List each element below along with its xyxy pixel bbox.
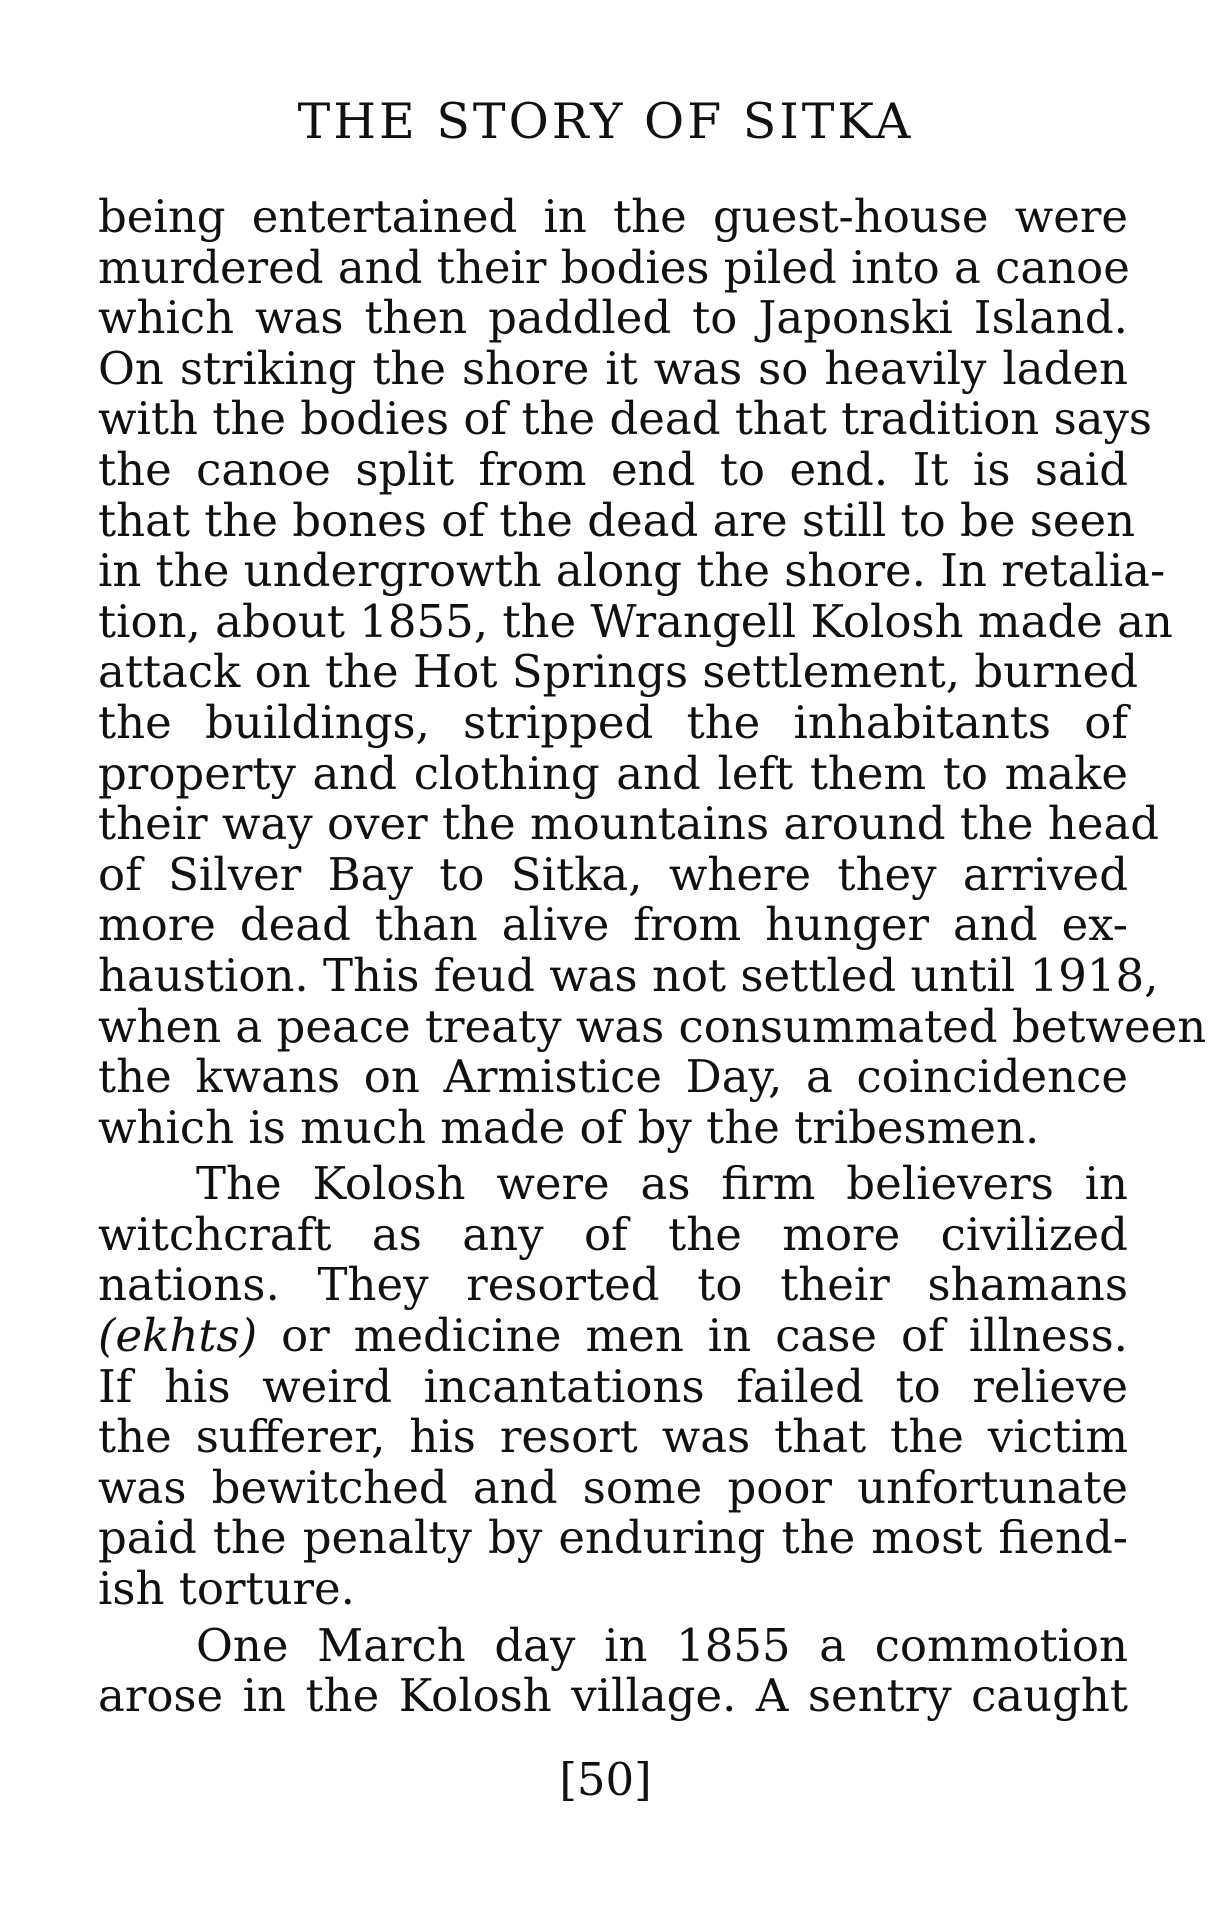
- text-line: The Kolosh were as firm believers in: [196, 1157, 1128, 1211]
- text-line: tion, about 1855, the Wrangell Kolosh made an: [98, 594, 1173, 648]
- text-fragment: or medicine men in case of illness.: [257, 1309, 1128, 1363]
- paragraph-2: [98, 1159, 1128, 1614]
- text-line: [98, 1311, 1128, 1362]
- text-line: the buildings, stripped the inhabitants of: [98, 695, 1128, 749]
- text-line: haustion. This feud was not settled until 1918,: [98, 948, 1159, 1002]
- text-line: ish torture.: [98, 1562, 355, 1616]
- text-line: On striking the shore it was so heavily laden: [98, 341, 1128, 395]
- page-number: [50]: [559, 1753, 652, 1806]
- text-line: of Silver Bay to Sitka, where they arrived: [98, 847, 1128, 901]
- text-line: arose in the Kolosh village. A sentry caught: [98, 1669, 1128, 1723]
- text-line: that the bones of the dead are still to be seen: [98, 493, 1136, 547]
- italic-term: (ekhts): [98, 1309, 258, 1363]
- text-line: attack on the Hot Springs settlement, burned: [98, 645, 1139, 699]
- text-line: when a peace treaty was consummated between: [98, 999, 1207, 1053]
- paragraph-1: [98, 190, 1207, 1154]
- text-line: property and clothing and left them to make: [98, 746, 1128, 800]
- text-line: which was then paddled to Japonski Island.: [98, 291, 1128, 345]
- text-line: which is much made of by the tribesmen.: [98, 1100, 1040, 1154]
- body-text: [98, 190, 1207, 1723]
- text-line: witchcraft as any of the more civilized: [98, 1207, 1128, 1261]
- text-line: nations. They resorted to their shamans: [98, 1258, 1128, 1312]
- text-line: their way over the mountains around the head: [98, 797, 1160, 851]
- text-line: in the undergrowth along the shore. In retalia-: [98, 544, 1166, 598]
- text-line: being entertained in the guest-house were: [98, 190, 1128, 243]
- text-line: more dead than alive from hunger and ex-: [98, 898, 1128, 952]
- text-line: murdered and their bodies piled into a canoe: [98, 240, 1130, 294]
- paragraph-3: [98, 1618, 1128, 1723]
- running-head: THE STORY OF SITKA: [297, 93, 914, 150]
- text-line: the sufferer, his resort was that the victim: [98, 1410, 1128, 1464]
- text-line: with the bodies of the dead that tradition says: [98, 392, 1153, 446]
- text-line: was bewitched and some poor unfortunate: [98, 1460, 1128, 1514]
- text-line: If his weird incantations failed to relieve: [98, 1359, 1128, 1413]
- text-line: the canoe split from end to end. It is said: [98, 442, 1128, 496]
- text-line: paid the penalty by enduring the most fiend-: [98, 1511, 1128, 1565]
- text-line: the kwans on Armistice Day, a coincidence: [98, 1050, 1128, 1104]
- text-line: One March day in 1855 a commotion: [196, 1618, 1128, 1672]
